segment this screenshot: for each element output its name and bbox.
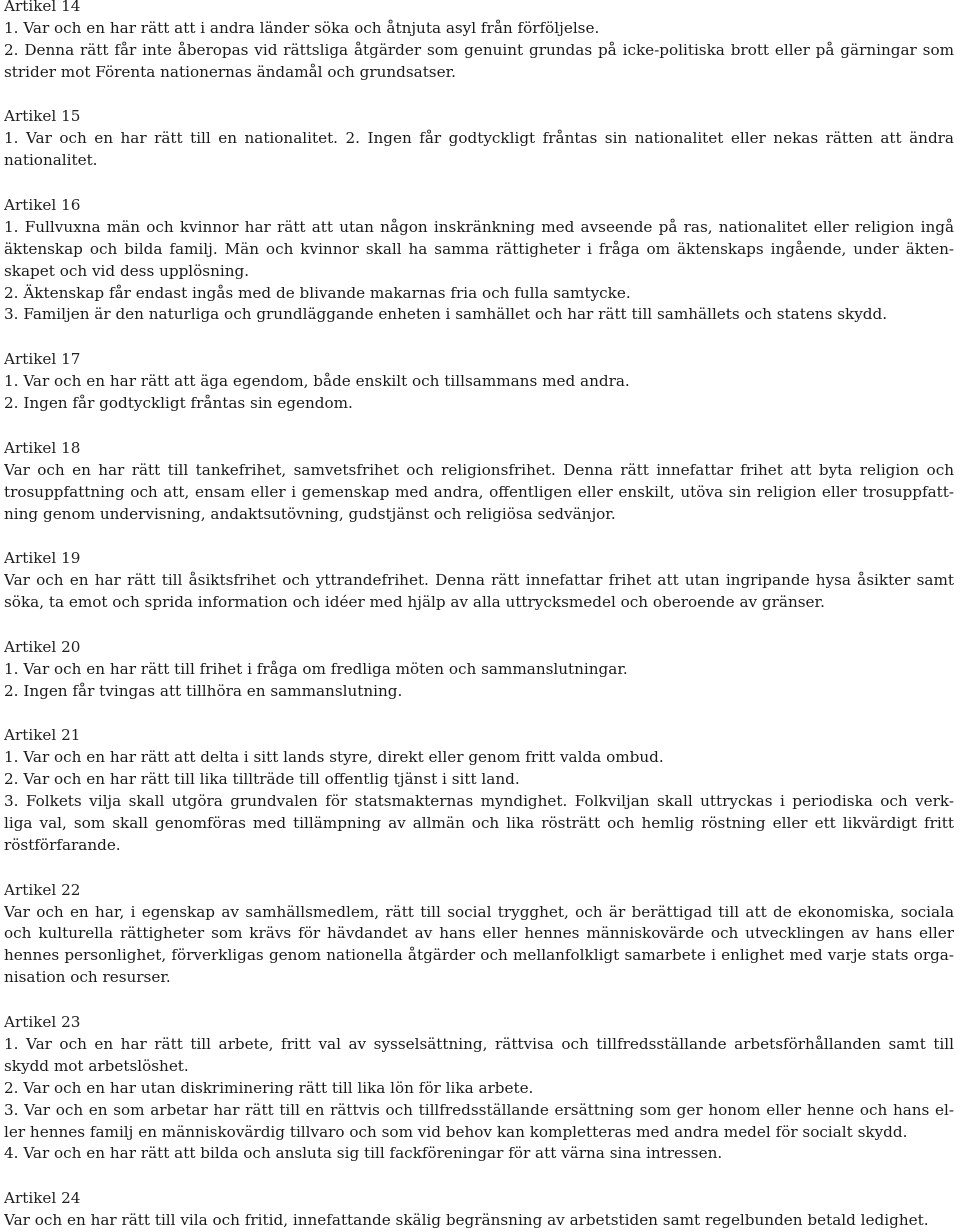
article-text-line: 2. Ingen får tvingas att tillhöra en sammanslutning. — [4, 681, 403, 700]
article-text-line: söka, ta emot och sprida information och idéer med hjälp av alla uttrycksmedel och oberoende av gränser. — [4, 593, 825, 612]
article-text-line: Var och en har rätt till åsiktsfrihet och yttrandefrihet. Denna rätt innefattar frihet att utan ingripande hysa åsikter samt — [4, 571, 954, 590]
article-text-line: skydd mot arbetslöshet. — [4, 1056, 189, 1075]
article-text-line: strider mot Förenta nationernas ändamål och grundsatser. — [4, 62, 457, 81]
article-text-line: 1. Var och en har rätt att äga egendom, både enskilt och tillsammans med andra. — [4, 372, 630, 391]
article-section — [4, 880, 954, 989]
article-text-line: skapet och vid dess upplösning. — [4, 261, 250, 280]
article-text-line: 1. Fullvuxna män och kvinnor har rätt att utan någon inskränkning med avseende på ras, nationalitet eller religion ingå — [4, 217, 954, 236]
article-heading: Artikel 14 — [4, 0, 81, 15]
article-section — [4, 1012, 954, 1165]
article-text-line: 3. Familjen är den naturliga och grundläggande enheten i samhället och har rätt till samhällets och statens skydd. — [4, 305, 888, 324]
article-heading: Artikel 21 — [4, 726, 81, 745]
article-heading: Artikel 16 — [4, 196, 81, 215]
article-text-line: 2. Var och en har utan diskriminering rätt till lika lön för lika arbete. — [4, 1078, 534, 1097]
article-heading: Artikel 15 — [4, 107, 81, 126]
article-text-line: hennes personlighet, förverkligas genom nationella åtgärder och mellanfolkligt samarbete i enlighet med varje stats orga- — [4, 946, 954, 965]
article-text-line: röstförfarande. — [4, 835, 121, 854]
article-text-line: ler hennes familj en människovärdig tillvaro och som vid behov kan kompletteras med andra medel för socialt skydd. — [4, 1122, 908, 1141]
article-text-line: trosuppfattning och att, ensam eller i gemenskap med andra, offentligen eller enskilt, utöva sin religion eller trosuppfatt- — [4, 482, 954, 501]
article-text-line: 4. Var och en har rätt att bilda och ansluta sig till fackföreningar för att värna sina intressen. — [4, 1144, 723, 1163]
article-text-line: Var och en har rätt till tankefrihet, samvetsfrihet och religionsfrihet. Denna rätt innefattar frihet att byta religion och — [4, 460, 954, 479]
article-text-line: 1. Var och en har rätt till arbete, fritt val av sysselsättning, rättvisa och tillfredsställande arbetsförhållanden samt till — [4, 1034, 954, 1053]
article-heading: Artikel 22 — [4, 880, 81, 899]
article-text-line: nisation och resurser. — [4, 968, 171, 987]
article-section — [4, 637, 954, 703]
article-section — [4, 438, 954, 526]
article-text-line: 1. Var och en har rätt till frihet i fråga om fredliga möten och sammanslutningar. — [4, 659, 628, 678]
article-text-line: nationalitet. — [4, 151, 98, 170]
article-text-line: ning genom undervisning, andaktsutövning, gudstjänst och religiösa sedvänjor. — [4, 504, 616, 523]
article-heading: Artikel 17 — [4, 350, 81, 369]
article-heading: Artikel 19 — [4, 549, 81, 568]
article-section — [4, 195, 954, 326]
article-text-line: 2. Äktenskap får endast ingås med de blivande makarnas fria och fulla samtycke. — [4, 283, 631, 302]
article-text-line: 1. Var och en har rätt att delta i sitt lands styre, direkt eller genom fritt valda ombud. — [4, 748, 664, 767]
article-text-line: 1. Var och en har rätt till en nationalitet. 2. Ingen får godtyckligt fråntas sin nationalitet eller nekas rätten att ändra — [4, 129, 954, 148]
article-section — [4, 349, 954, 415]
article-text-line: äktenskap och bilda familj. Män och kvinnor skall ha samma rättigheter i fråga om äktenskaps ingående, under äkten- — [4, 239, 954, 258]
article-text-line: Var och en har rätt till vila och fritid, innefattande skälig begränsning av arbetstiden samt regelbunden betald ledighet. — [4, 1211, 929, 1230]
article-text-line: Var och en har, i egenskap av samhällsmedlem, rätt till social trygghet, och är berättigad till att de ekonomiska, sociala — [4, 902, 954, 921]
article-heading: Artikel 23 — [4, 1013, 81, 1032]
article-text-line: 2. Ingen får godtyckligt fråntas sin egendom. — [4, 394, 353, 413]
article-heading: Artikel 18 — [4, 438, 81, 457]
article-text-line: liga val, som skall genomföras med tillämpning av allmän och lika rösträtt och hemlig röstning eller ett likvärdigt fritt — [4, 814, 954, 832]
article-section — [4, 725, 954, 856]
article-section — [4, 1188, 954, 1232]
article-text-line: 3. Folkets vilja skall utgöra grundvalen för statsmakternas myndighet. Folkviljan skall uttryckas i periodiska och verk- — [4, 792, 954, 811]
article-heading: Artikel 24 — [4, 1189, 81, 1208]
article-section — [4, 106, 954, 172]
article-heading: Artikel 20 — [4, 637, 81, 656]
article-section — [4, 0, 954, 84]
article-section — [4, 548, 954, 614]
article-text-line: 3. Var och en som arbetar har rätt till en rättvis och tillfredsställande ersättning som ger honom eller henne och hans el- — [4, 1100, 954, 1119]
article-text-line: 2. Var och en har rätt till lika tillträde till offentlig tjänst i sitt land. — [4, 770, 520, 789]
article-text-line: 2. Denna rätt får inte åberopas vid rättsliga åtgärder som genuint grundas på icke-politiska brott eller på gärningar som — [4, 40, 954, 59]
article-text-line: 1. Var och en har rätt att i andra länder söka och åtnjuta asyl från förföljelse. — [4, 18, 600, 37]
article-text-line: och kulturella rättigheter som krävs för hävdandet av hans eller hennes människovärde och utvecklingen av hans eller — [4, 924, 954, 943]
